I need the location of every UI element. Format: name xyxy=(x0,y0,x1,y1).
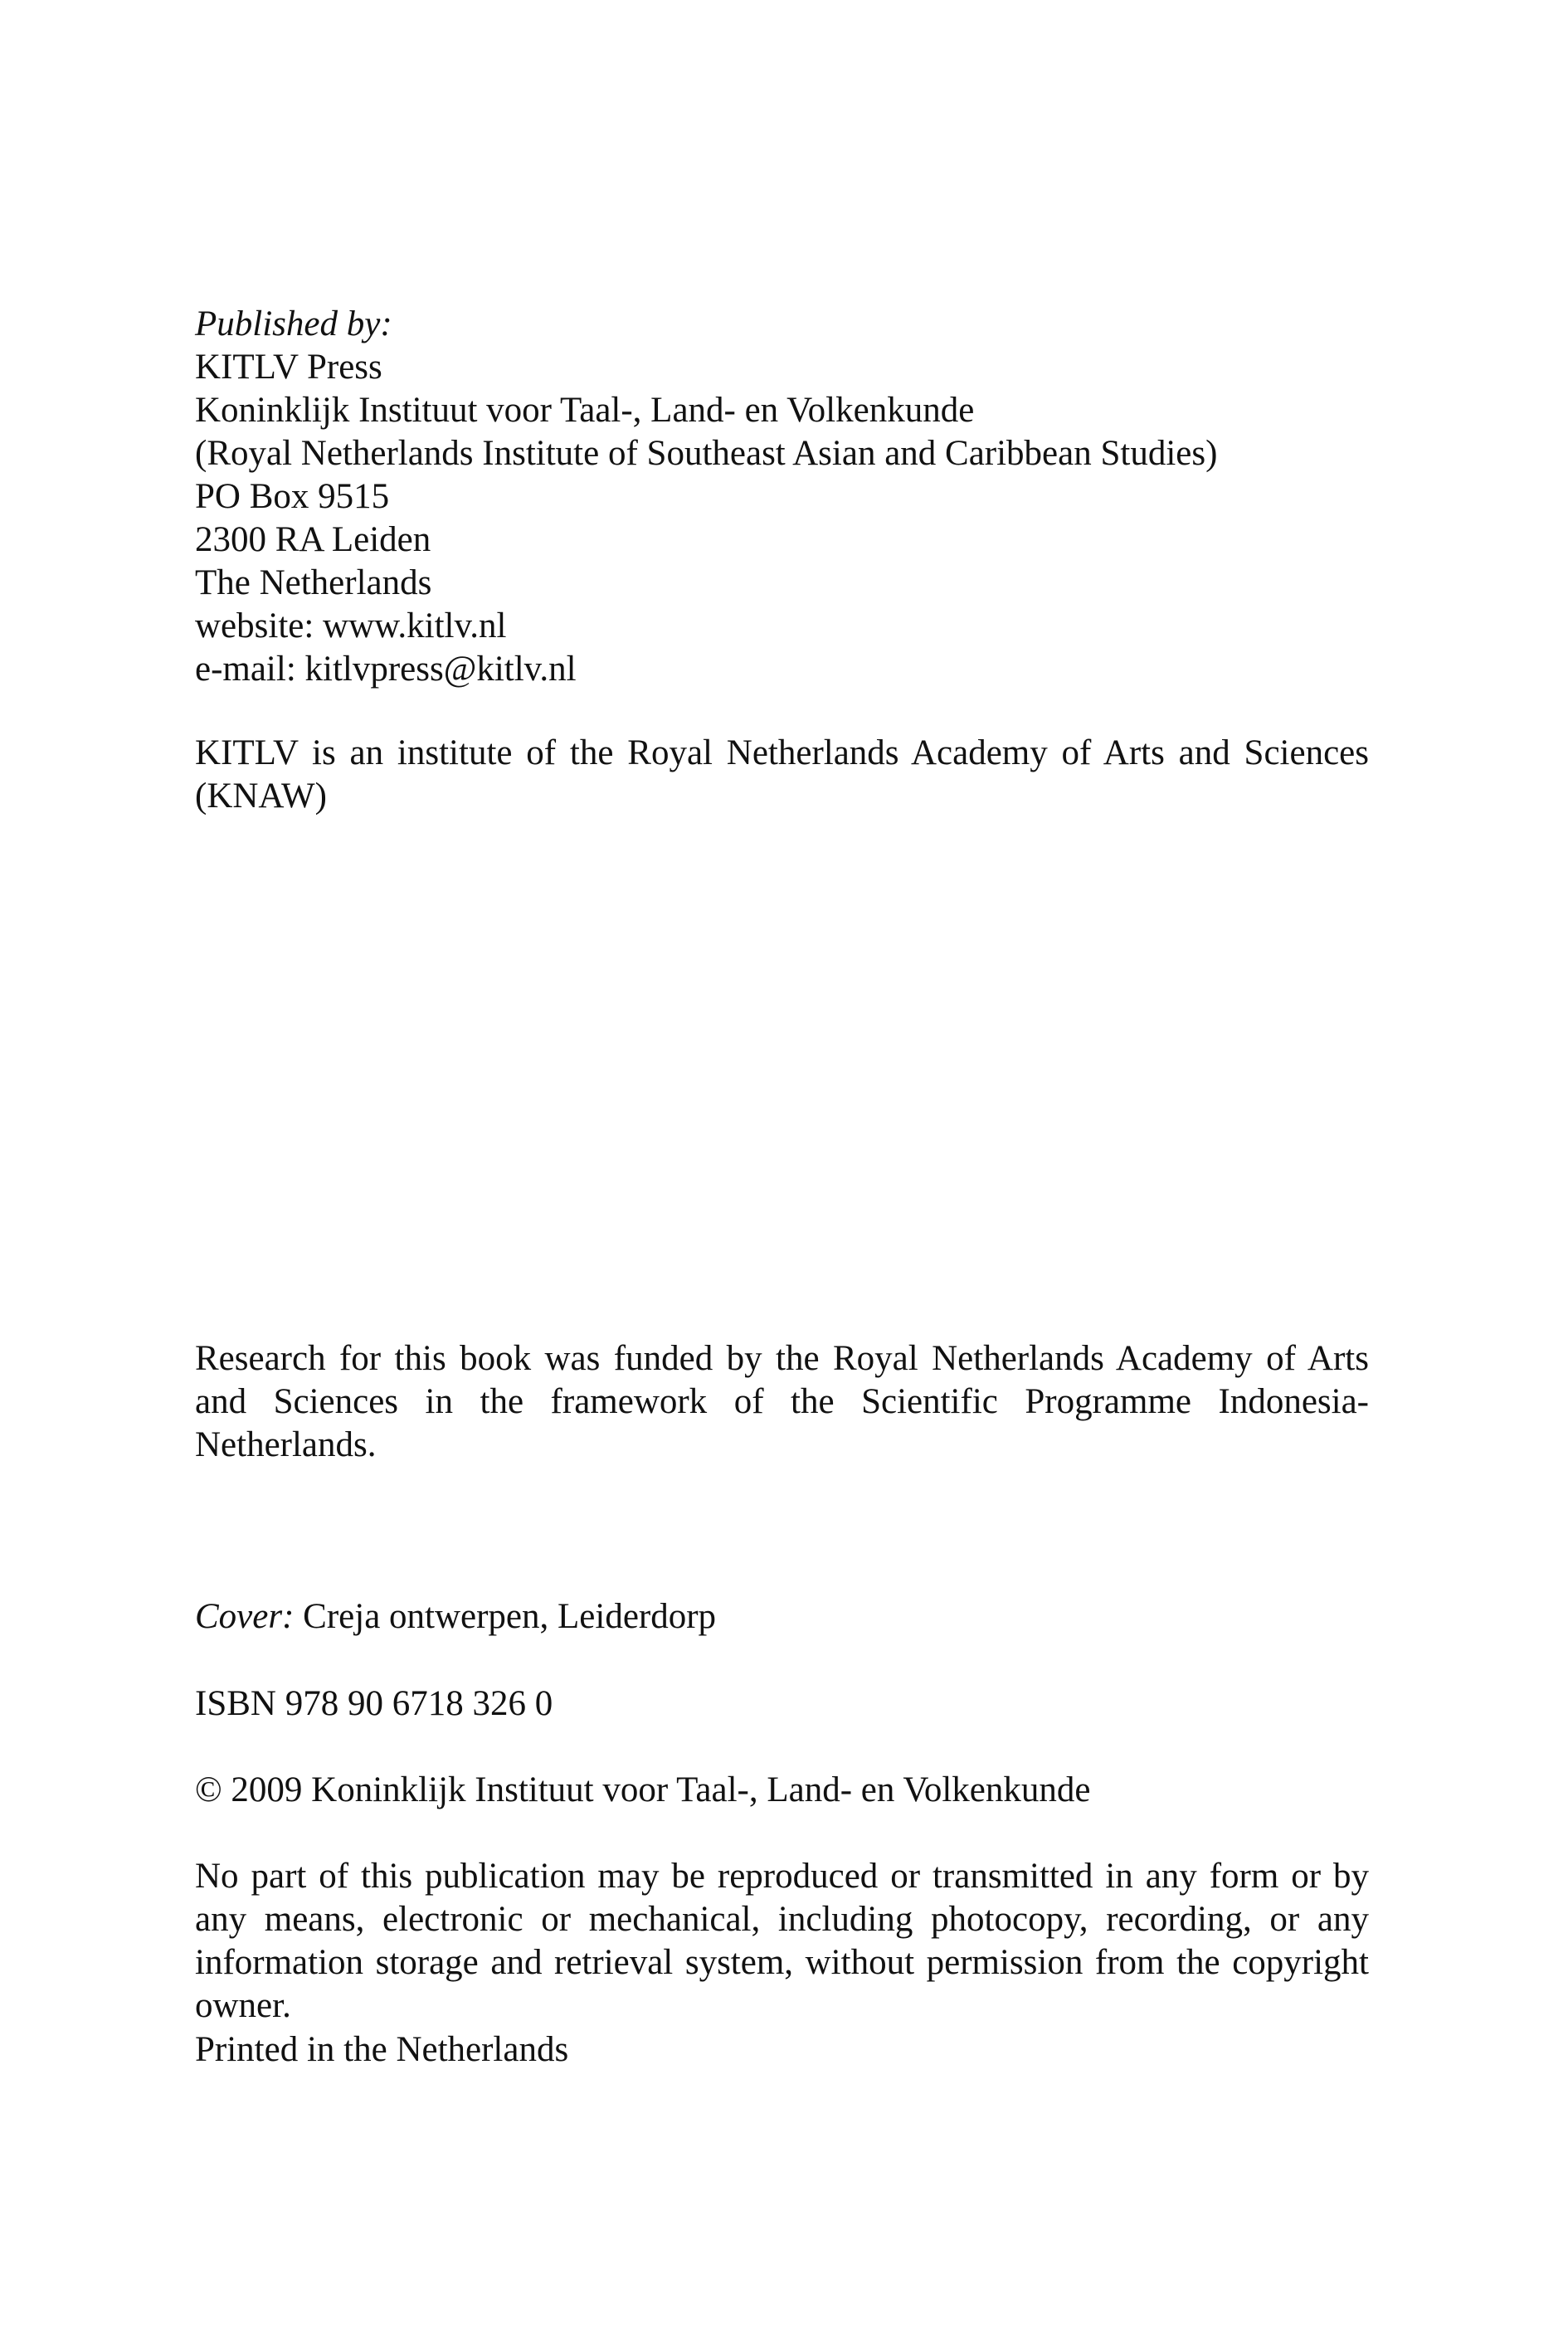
funding-note-block xyxy=(195,1337,1369,1467)
country: The Netherlands xyxy=(195,563,432,602)
institute-english-name: (Royal Netherlands Institute of Southeast Asian and Caribbean Studies) xyxy=(195,434,1218,473)
institute-dutch-name: Koninklijk Instituut voor Taal-, Land- en Volkenkunde xyxy=(195,391,975,430)
printed-block xyxy=(195,2028,1369,2072)
cover-label: Cover: xyxy=(195,1597,295,1636)
email: e-mail: kitlvpress@kitlv.nl xyxy=(195,650,577,689)
funding-note: Research for this book was funded by the Royal Netherlands Academy of Arts and Sciences in the framework of the Scientific Programme Indonesia-Netherlands. xyxy=(195,1339,1369,1464)
rights-notice-block xyxy=(195,1855,1369,2028)
copyright-block xyxy=(195,1769,1369,1812)
printed-in: Printed in the Netherlands xyxy=(195,2030,569,2069)
website: website: www.kitlv.nl xyxy=(195,606,507,645)
knaw-note: KITLV is an institute of the Royal Netherlands Academy of Arts and Sciences (KNAW) xyxy=(195,733,1369,816)
cover-credit-text: Creja ontwerpen, Leiderdorp xyxy=(294,1597,717,1636)
publisher-block xyxy=(195,303,1369,691)
publisher-name: KITLV Press xyxy=(195,348,382,387)
published-by-heading: Published by: xyxy=(195,304,392,343)
knaw-note-block xyxy=(195,732,1369,818)
isbn: ISBN 978 90 6718 326 0 xyxy=(195,1684,553,1723)
po-box: PO Box 9515 xyxy=(195,477,390,516)
copyright-notice: © 2009 Koninklijk Instituut voor Taal-, Land- en Volkenkunde xyxy=(195,1770,1091,1809)
rights-notice: No part of this publication may be reproduced or transmitted in any form or by any means, electronic or mechanical, including photocopy, recording, or any information storage and retrieval system, without permission from the copyright owner. xyxy=(195,1857,1369,2025)
cover-credit xyxy=(195,1595,1369,1639)
postal-city: 2300 RA Leiden xyxy=(195,520,431,559)
isbn-block xyxy=(195,1682,1369,1726)
